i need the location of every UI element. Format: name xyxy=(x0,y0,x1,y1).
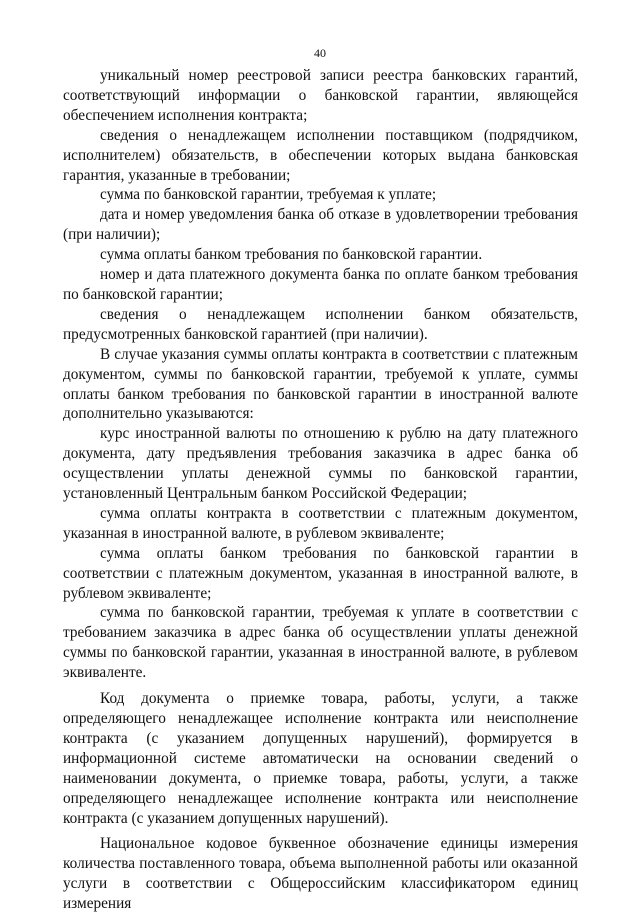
paragraph: сведения о ненадлежащем исполнении банком обязательств, предусмотренных банковской гарантией (при наличии). xyxy=(63,305,578,343)
paragraph: курс иностранной валюты по отношению к рублю на дату платежного документа, дату предъявления требования заказчика в адрес банка об осуществлении уплаты денежной суммы по банковской гарантии, установленный Центральным банком Российской Федерации; xyxy=(63,425,578,503)
paragraph: сумма по банковской гарантии, требуемая к уплате; xyxy=(100,186,437,204)
paragraph: номер и дата платежного документа банка по оплате банком требования по банковской гарантии; xyxy=(63,266,578,303)
paragraph: Код документа о приемке товара, работы, услуги, а также определяющего ненадлежащее исполнение контракта или неисполнение контракта (с указанием допущенных нарушений), формируется в информационной системе автоматически на основании сведений о наименовании документа, о приемке товара, работы, услуги, а также определяющего ненадлежащее исполнение контракта или неисполнение контракта (с указанием допущенных нарушений). xyxy=(63,690,578,827)
paragraph: дата и номер уведомления банка об отказе в удовлетворении требования (при наличии); xyxy=(63,206,578,244)
paragraph: сумма оплаты контракта в соответствии с платежным документом, указанная в иностранной валюте, в рублевом эквиваленте; xyxy=(63,504,578,542)
paragraph: сведения о ненадлежащем исполнении поставщиком (подрядчиком, исполнителем) обязательств, в обеспечении которых выдана банковская гарантия, указанные в требовании; xyxy=(63,126,578,184)
document-body xyxy=(63,66,578,914)
paragraph: сумма по банковской гарантии, требуемая к уплате в соответствии с требованием заказчика в адрес банка об осуществлении уплаты денежной суммы по банковской гарантии, указанная в иностранной валюте, в рублевом эквиваленте. xyxy=(63,604,578,682)
paragraph: В случае указания суммы оплаты контракта в соответствии с платежным документом, суммы по банковской гарантии, требуемой к уплате, суммы оплаты банком требования по банковской гарантии в иностранной валюте дополнительно указываются: xyxy=(63,345,578,423)
paragraph: сумма оплаты банком требования по банковской гарантии в соответствии с платежным документом, указанная в иностранной валюте, в рублевом эквиваленте; xyxy=(63,544,578,602)
paragraph: Национальное кодовое буквенное обозначение единицы измерения количества поставленного товара, объема выполненной работы или оказанной услуги в соответствии с Общероссийским классификатором единиц измерения xyxy=(63,835,578,913)
paragraph: уникальный номер реестровой записи реестра банковских гарантий, соответствующий информации о банковской гарантии, являющейся обеспечением исполнения контракта; xyxy=(63,67,578,124)
paragraph: сумма оплаты банком требования по банковской гарантии. xyxy=(100,246,483,264)
page-number: 40 xyxy=(314,46,326,60)
